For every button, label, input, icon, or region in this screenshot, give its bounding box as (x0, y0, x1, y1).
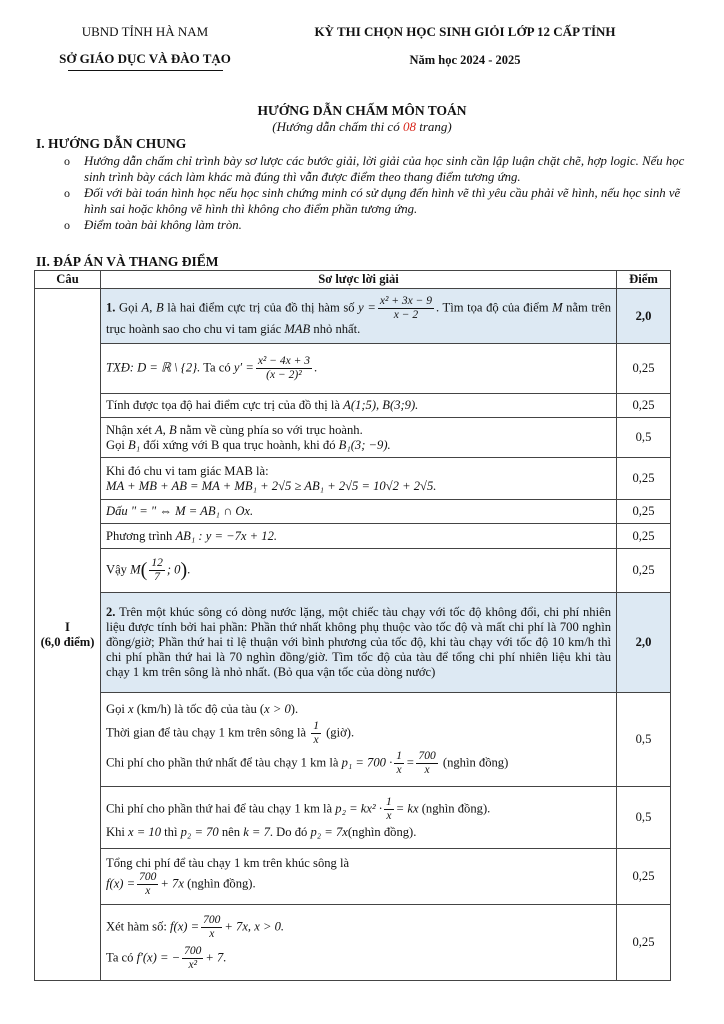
subtitle-suffix: trang) (415, 119, 452, 134)
subtitle-prefix: (Hướng dẫn chấm thi có (272, 119, 403, 134)
solution-step: Xét hàm số: f(x) = $\frac{700}{x}$ + 7x, x > 0. Ta có f′(x) = − $\frac{700}{\text{x²}}$ + 7. (101, 905, 617, 981)
department-name: SỞ GIÁO DỤC VÀ ĐÀO TẠO (59, 51, 231, 66)
table-row (35, 394, 671, 418)
guideline-item: o Điểm toàn bài không làm tròn. (64, 217, 694, 233)
fraction: $\frac{700}{\text{x²}}$ (184, 944, 202, 971)
question-number: I (65, 619, 70, 634)
table-row (35, 418, 671, 458)
fraction: $\frac{700}{x}$ (418, 750, 436, 776)
exam-name: KỲ THI CHỌN HỌC SINH GIỎI LỚP 12 CẤP TỈNH (314, 24, 616, 39)
table-row (35, 458, 671, 500)
table-row (35, 524, 671, 549)
table-row (35, 693, 671, 787)
solution-step: Nhận xét A, B nằm về cùng phía so với trục hoành. Gọi B₁ đối xứng với B qua trục hoành, khi đó B₁(3; −9). (101, 418, 617, 458)
col-header-score: Điểm (617, 271, 671, 289)
fraction: $\frac{\text{x² − 4x + 3}}{\text{(x − 2)²}}$ (257, 355, 311, 381)
solution-step: Tính được tọa độ hai điểm cực trị của đồ thị là A(1;5), B(3;9). (101, 394, 617, 418)
solution-step: Chi phí cho phần thứ hai để tàu chạy 1 km là p₂ = kx² · $\frac{1}{x}$ = kx (nghìn đồng). Khi x = 10 thì p₂ = 70 nên k = 7. Do đó p₂ = 7x(nghìn đồng). (101, 787, 617, 849)
solution-step: Dấu " = " ⇔ M = AB₁ ∩ Ox. (101, 500, 617, 524)
solution-step: TXĐ: D = ℝ \ {2}. Ta có y′ = $\frac{\text{x² − 4x + 3}}{\text{(x − 2)²}}$ . (101, 344, 617, 394)
answer-table (34, 270, 671, 981)
table-row (35, 289, 671, 344)
score-cell: 2,0 (617, 593, 671, 693)
score-cell: 0,5 (617, 418, 671, 458)
table-row (35, 849, 671, 905)
table-row (35, 549, 671, 593)
header-right (270, 24, 660, 68)
page-count: 08 (402, 119, 416, 134)
score-cell: 0,25 (617, 524, 671, 549)
question-points: (6,0 điểm) (40, 634, 95, 649)
issuing-authority: UBND TỈNH HÀ NAM (81, 24, 209, 39)
problem-statement: 1. Gọi A, B là hai điểm cực trị của đồ thị hàm số y = $\frac{\text{x² + 3x − 9}}{x - 2}$ . Tìm tọa độ của điểm M nằm trên trục hoành sao cho chu vi tam giác MAB nhỏ nhất. (101, 289, 617, 344)
problem-statement: 2. Trên một khúc sông có dòng nước lặng, một chiếc tàu chạy với tốc độ không đổi, chi phí nhiên liệu được tính bởi hai phần: Phần thứ nhất không phụ thuộc vào tốc độ và mất chi phí là 700 nghìn đồng/giờ; Phần thứ hai tỉ lệ thuận với bình phương của tốc độ, khi tàu chạy với tốc độ 10 km/h thì chi phí phần thứ hai là 70 nghìn đồng/giờ. Tìm tốc độ của tàu để tổng chi phí nhiên liệu khi tàu chạy 1 km trên sông là nhỏ nhất. (Bỏ qua vận tốc của dòng nước) (101, 593, 617, 693)
solution-step: Khi đó chu vi tam giác MAB là: MA + MB + AB = MA + MB₁ + 2√5 ≥ AB₁ + 2√5 = 10√2 + 2√5. (101, 458, 617, 500)
table-row (35, 500, 671, 524)
document-title: HƯỚNG DẪN CHẤM MÔN TOÁN (257, 103, 467, 118)
section-answers-heading: II. ĐÁP ÁN VÀ THANG ĐIỂM (36, 254, 219, 269)
score-cell: 0,25 (617, 500, 671, 524)
fraction: $\frac{700}{x}$ (139, 870, 157, 897)
table-row (35, 905, 671, 981)
col-header-solution: Sơ lược lời giải (101, 271, 617, 289)
table-header-row (35, 271, 671, 289)
section-general-heading: I. HƯỚNG DẪN CHUNG (36, 136, 187, 151)
fraction: $\frac{700}{x}$ (203, 913, 221, 940)
question-cell (35, 289, 101, 981)
solution-step: Tổng chi phí để tàu chạy 1 km trên khúc sông là f(x) = $\frac{700}{x}$ + 7x (nghìn đồng). (101, 849, 617, 905)
score-cell: 0,25 (617, 549, 671, 593)
col-header-question: Câu (35, 271, 101, 289)
score-cell: 0,5 (617, 693, 671, 787)
score-cell: 0,25 (617, 344, 671, 394)
fraction: $\frac{1}{x}$ (386, 795, 392, 822)
score-cell: 2,0 (617, 289, 671, 344)
table-row (35, 593, 671, 693)
table-row (35, 787, 671, 849)
school-year: Năm học 2024 - 2025 (409, 53, 521, 67)
score-cell: 0,25 (617, 458, 671, 500)
header-left-divider (68, 70, 223, 71)
guideline-item: o Hướng dẫn chấm chỉ trình bày sơ lược các bước giải, lời giải của học sinh cần lập luận chặt chẽ, hợp logic. Nếu học sinh trình bày cách làm khác mà đúng thì vẫn được điểm theo thang điểm tương ứng. (64, 153, 694, 185)
solution-step: Phương trình AB₁ : y = −7x + 12. (101, 524, 617, 549)
document-subtitle (0, 119, 724, 135)
score-cell: 0,25 (617, 849, 671, 905)
solution-step: Gọi x (km/h) là tốc độ của tàu (x > 0). Thời gian để tàu chạy 1 km trên sông là $\frac{1}{x}$ (giờ). Chi phí cho phần thứ nhất để tàu chạy 1 km là p₁ = 700 · $\frac{1}{x}$ = $\frac{700}{x}$ (nghìn đồng) (101, 693, 617, 787)
fraction: $\frac{1}{x}$ (313, 720, 319, 746)
solution-step: Vậy M( $\frac{12}{7}$ ; 0). (101, 549, 617, 593)
fraction: $\frac{1}{x}$ (396, 750, 402, 776)
score-cell: 0,5 (617, 787, 671, 849)
fraction: $\frac{\text{x² + 3x − 9}}{x - 2}$ (379, 295, 433, 321)
score-cell: 0,25 (617, 394, 671, 418)
score-cell: 0,25 (617, 905, 671, 981)
header-left (40, 24, 250, 71)
guideline-item: o Đối với bài toán hình học nếu học sinh chứng minh có sử dụng đến hình vẽ thì yêu cầu phải vẽ hình, nếu học sinh vẽ hình sai hoặc không vẽ hình thì không cho điểm phần tương ứng. (64, 185, 694, 217)
fraction: $\frac{12}{7}$ (151, 557, 163, 583)
table-row (35, 344, 671, 394)
general-guidelines-list (64, 153, 694, 233)
